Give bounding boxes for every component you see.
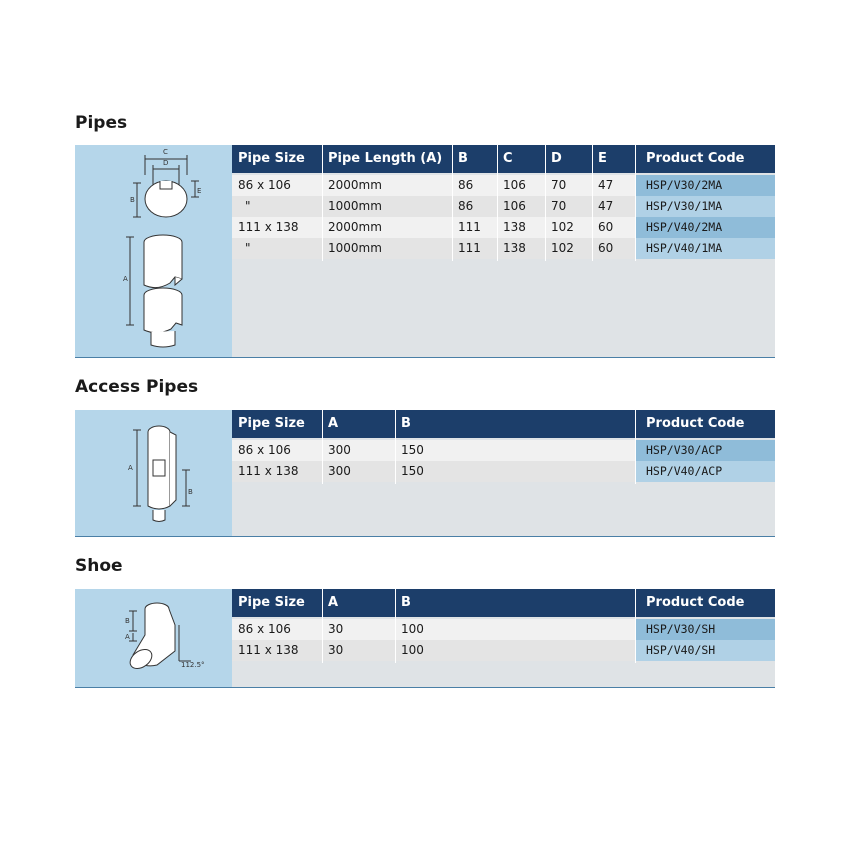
access-pipes-table [232,410,775,537]
access-pipes-table-header [232,410,775,438]
col-pipe-size: Pipe Size [238,151,305,166]
cell-b: 150 [401,464,424,478]
col-d: D [551,151,562,166]
cell-d: 102 [551,220,574,234]
cell-c: 106 [503,199,526,213]
cell-c: 138 [503,220,526,234]
cell-b: 150 [401,443,424,457]
divider [395,589,396,663]
divider [635,589,636,663]
dim-label-d: D [163,159,169,167]
cell-product-code: HSP/V40/SH [635,640,775,661]
divider [322,410,323,484]
divider [452,145,453,261]
cell-product-code: HSP/V30/1MA [635,196,775,217]
angle-label: 112.5° [181,661,205,669]
shoe-table-header [232,589,775,617]
cell-product-code: HSP/V40/1MA [635,238,775,259]
divider [592,145,593,261]
pipes-section [75,145,775,358]
cell-pipe-length: 1000mm [328,241,382,255]
cell-product-code: HSP/V30/ACP [635,440,775,461]
cell-b: 111 [458,220,481,234]
cell-b: 86 [458,199,474,213]
shoe-section [75,589,775,688]
table-row [232,175,775,196]
divider [635,410,636,484]
cell-pipe-length: 1000mm [328,199,382,213]
cell-pipe-size: 111 x 138 [238,220,299,234]
table-row [232,217,775,238]
access-pipe-drawing [75,410,232,536]
table-row [232,619,775,640]
cell-pipe-size: " [245,241,251,255]
cell-b: 86 [458,178,474,192]
divider [395,410,396,484]
cell-product-code: HSP/V40/2MA [635,217,775,238]
col-b: B [401,595,411,610]
col-pipe-length: Pipe Length (A) [328,151,443,166]
access-pipes-section [75,410,775,537]
col-b: B [458,151,468,166]
dim-label-b: B [188,488,193,496]
access-pipes-title: Access Pipes [75,377,199,397]
dim-label-a: A [125,633,130,641]
table-row [232,196,775,217]
cell-pipe-size: 86 x 106 [238,622,291,636]
cell-pipe-size: 86 x 106 [238,178,291,192]
cell-pipe-size: 86 x 106 [238,443,291,457]
cell-b: 111 [458,241,481,255]
shoe-diagram [75,589,232,688]
dim-label-e: E [197,187,202,195]
cell-product-code: HSP/V30/SH [635,619,775,640]
cell-pipe-length: 2000mm [328,220,382,234]
cell-b: 100 [401,622,424,636]
divider [322,145,323,261]
col-product-code: Product Code [646,416,745,431]
col-c: C [503,151,513,166]
pipes-title: Pipes [75,113,128,133]
cell-a: 300 [328,443,351,457]
cell-pipe-size: " [245,199,251,213]
col-e: E [598,151,607,166]
dim-label-a: A [123,275,128,283]
table-row [232,440,775,461]
col-a: A [328,595,339,610]
col-product-code: Product Code [646,151,745,166]
cell-e: 60 [598,241,614,255]
dim-label-c: C [163,148,168,156]
cell-d: 102 [551,241,574,255]
shoe-title: Shoe [75,556,123,576]
cell-e: 47 [598,178,614,192]
col-b: B [401,416,411,431]
cell-pipe-length: 2000mm [328,178,382,192]
cell-a: 30 [328,643,344,657]
cell-a: 300 [328,464,351,478]
cell-d: 70 [551,178,567,192]
cell-product-code: HSP/V40/ACP [635,461,775,482]
access-pipes-diagram [75,410,232,537]
divider [322,589,323,663]
table-row [232,238,775,259]
cell-c: 138 [503,241,526,255]
cell-pipe-size: 111 x 138 [238,643,299,657]
cell-b: 100 [401,643,424,657]
cell-a: 30 [328,622,344,636]
table-row [232,640,775,661]
shoe-drawing [75,589,232,687]
pipe-drawing [75,145,232,357]
dim-label-b: B [125,617,130,625]
shoe-table [232,589,775,688]
pipes-table-header [232,145,775,173]
cell-d: 70 [551,199,567,213]
cell-e: 47 [598,199,614,213]
cell-c: 106 [503,178,526,192]
pipes-table [232,145,775,358]
dim-label-a: A [128,464,133,472]
col-pipe-size: Pipe Size [238,416,305,431]
pipes-diagram [75,145,232,358]
divider [635,145,636,261]
cell-pipe-size: 111 x 138 [238,464,299,478]
divider [545,145,546,261]
dim-label-b: B [130,196,135,204]
cell-e: 60 [598,220,614,234]
col-product-code: Product Code [646,595,745,610]
table-row [232,461,775,482]
cell-product-code: HSP/V30/2MA [635,175,775,196]
col-a: A [328,416,339,431]
divider [497,145,498,261]
col-pipe-size: Pipe Size [238,595,305,610]
